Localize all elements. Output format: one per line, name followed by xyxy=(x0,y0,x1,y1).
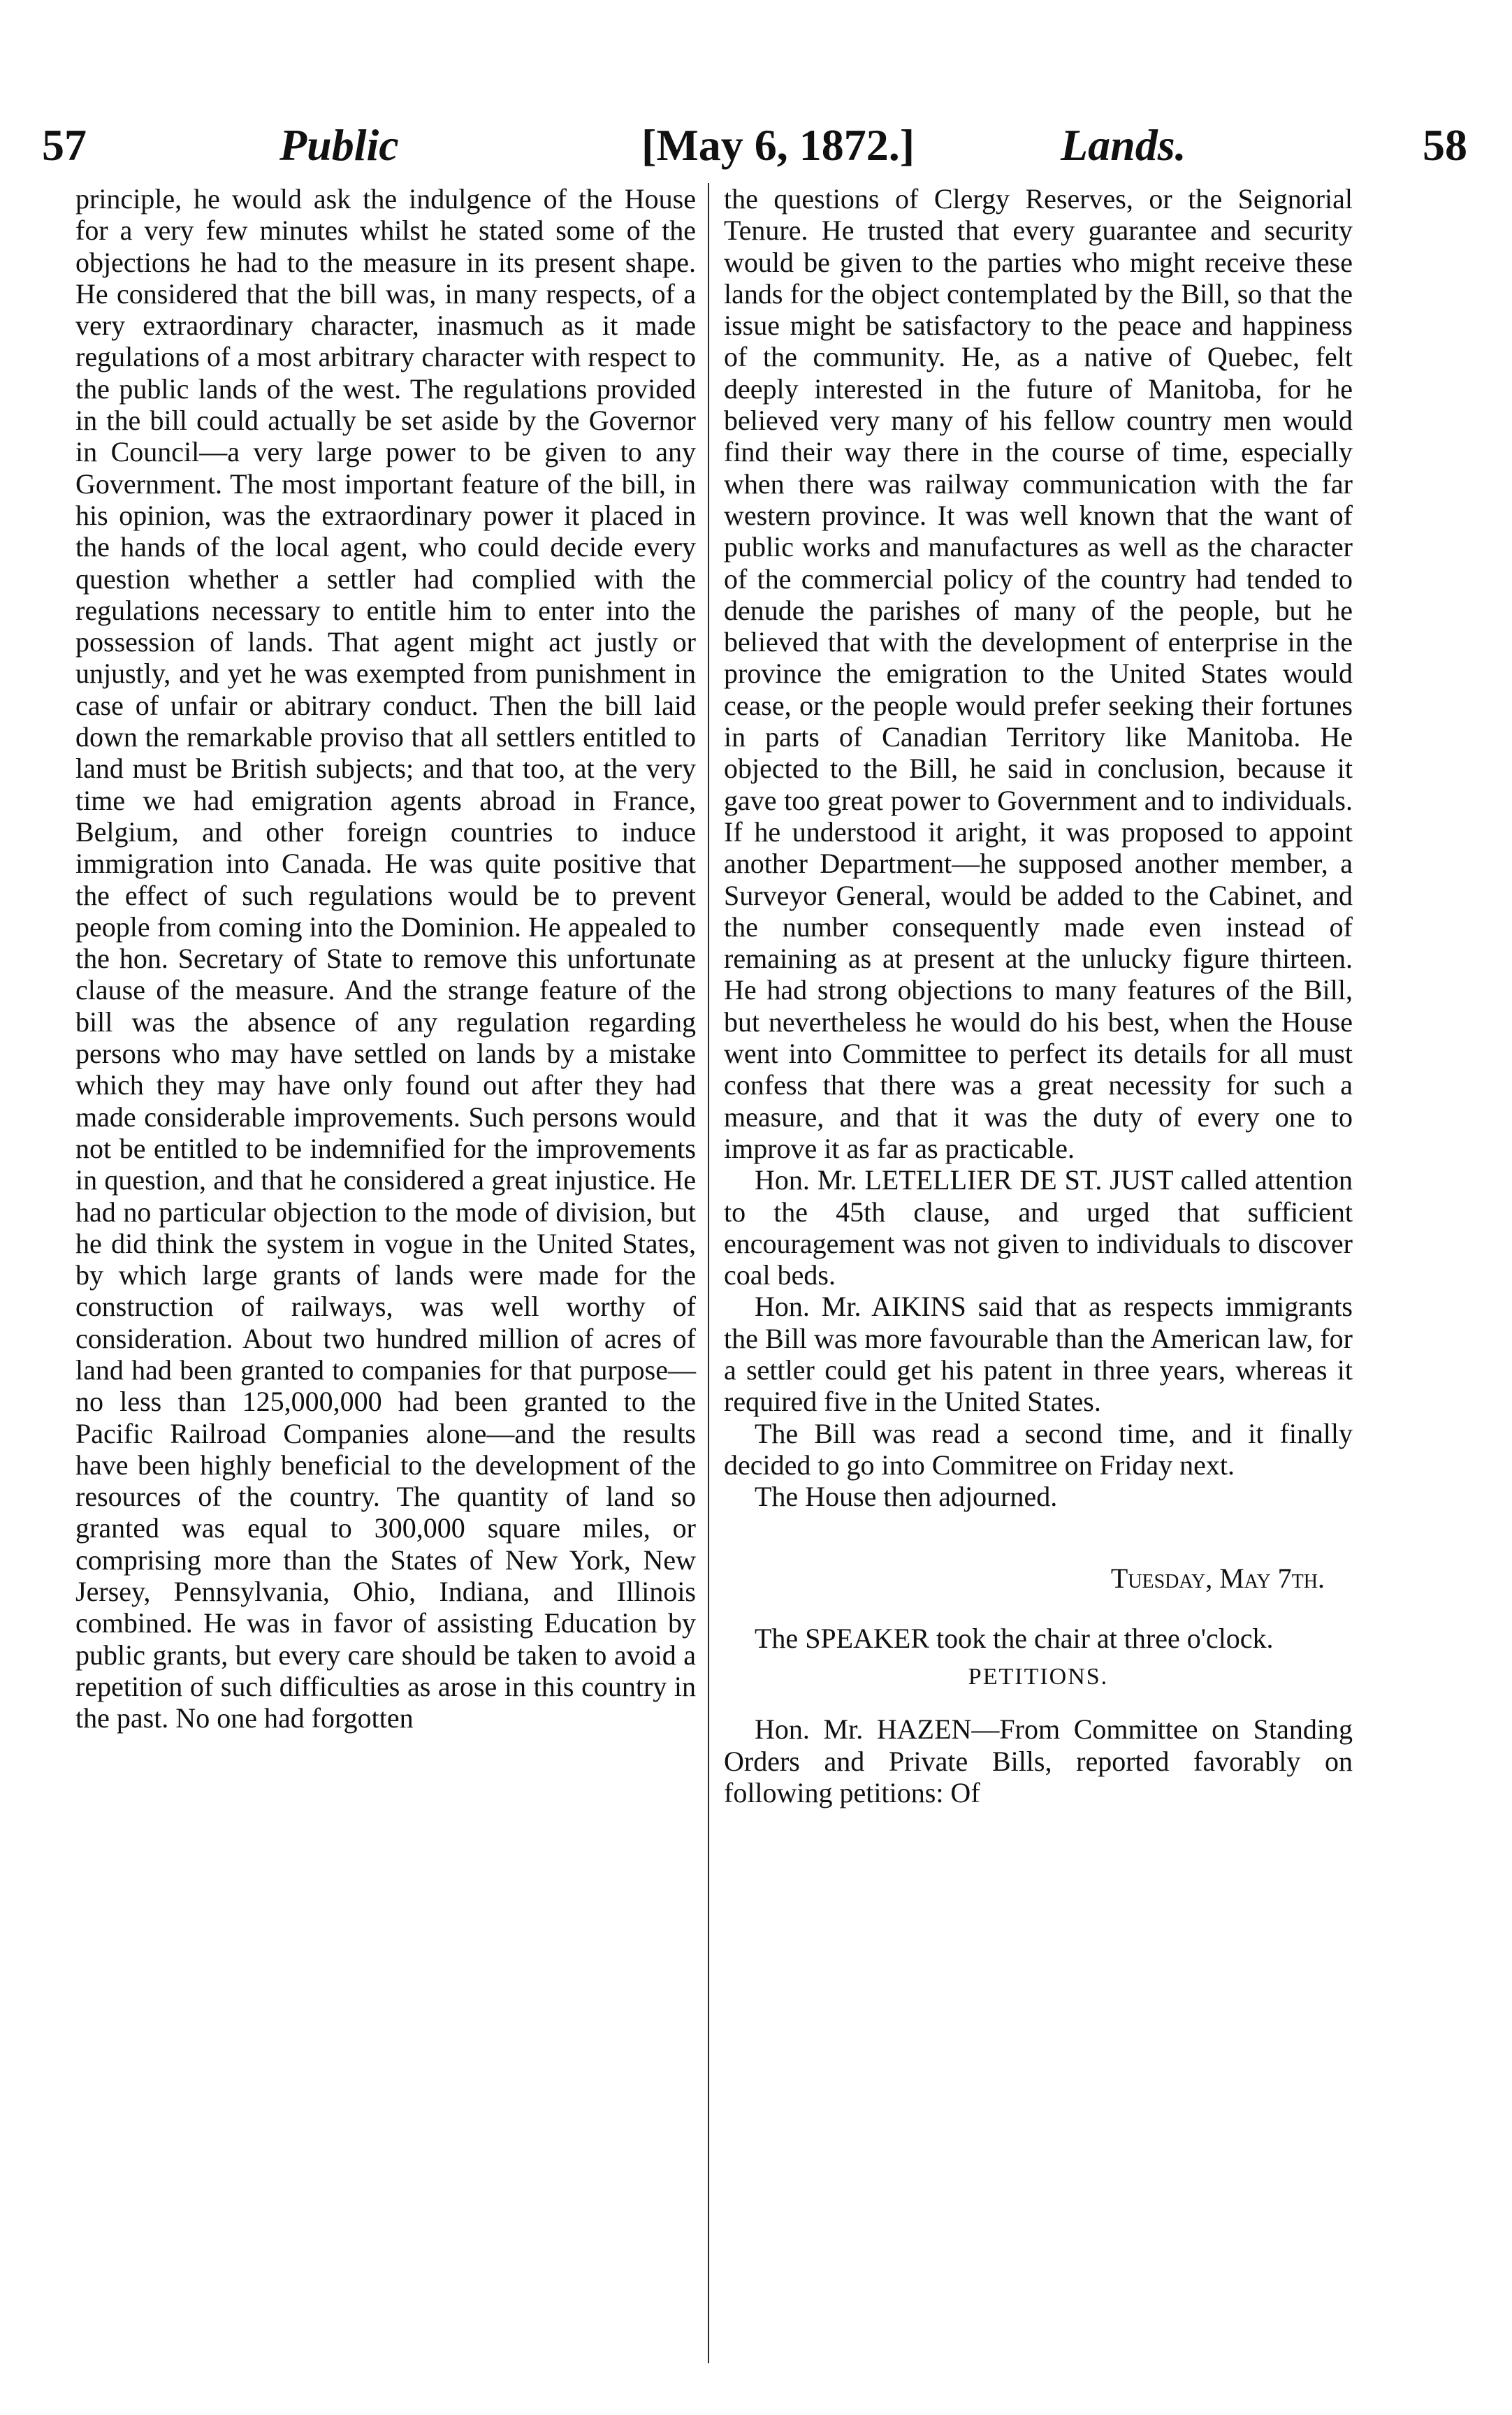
speaker-name: The SPEAKER xyxy=(755,1622,929,1654)
speech-text: said that as respects immigrants the Bill was more favourable than the American law, for a settler could get his patent in three years, whereas it required five in the United States. xyxy=(724,1291,1353,1418)
speaker-name: Hon. Mr. HAZEN xyxy=(755,1713,972,1746)
adjourned-paragraph: The House then adjourned. xyxy=(755,1481,1058,1513)
left-running-title: Public xyxy=(279,120,399,170)
speaker-name: Hon. Mr. AIKINS xyxy=(755,1291,966,1323)
speech-text: took the chair at three o'clock. xyxy=(936,1622,1274,1654)
aikins-paragraph xyxy=(724,1291,1353,1417)
petitions-heading: PETITIONS. xyxy=(968,1664,1109,1690)
right-column xyxy=(724,183,1353,1808)
letellier-paragraph xyxy=(724,1164,1353,1291)
speaker-chair-paragraph xyxy=(724,1623,1353,1654)
left-column-paragraph: principle, he would ask the indulgence of the House for a very few minutes whilst he stated some of the objections he had to the measure in its present shape. He considered that the bill was, in many respects, of a very extraordinary character, inasmuch as it made regulations of a most arbitrary character with respect to the public lands of the west. The regulations provided in the bill could actually be set aside by the Governor in Council—a very large power to be given to any Government. The most important feature of the bill, in his opinion, was the extraordinary power it placed in the hands of the local agent, who could decide every question whether a settler had complied with the regulations necessary to entitle him to enter into the possession of lands. That agent might act justly or unjustly, and yet he was exempted from punishment in case of unfair or abitrary conduct. Then the bill laid down the remarkable proviso that all settlers entitled to land must be British subjects; and that too, at the very time we had emigration agents abroad in France, Belgium, and other foreign countries to induce immigration into Canada. He was quite positive that the effect of such regulations would be to prevent people from coming into the Dominion. He appealed to the hon. Secretary of State to remove this unfortunate clause of the measure. And the strange feature of the bill was the absence of any regulation regarding persons who may have settled on lands by a mistake which they may have only found out after they had made considerable improvements. Such persons would not be entitled to be indemnified for the improvements in question, and that he considered a great injustice. He had no particular objection to the mode of division, but he did think the system in vogue in the United States, by which large grants of lands were made for the construction of railways, was well worthy of consideration. About two hundred million of acres of land had been granted to companies for that purpose—no less than 125,000,000 had been granted to the Pacific Railroad Companies alone—and the results have been highly beneficial to the development of the resources of the country. The quantity of land so granted was equal to 300,000 square miles, or comprising more than the States of New York, New Jersey, Pennsylvania, Ohio, Indiana, and Illinois combined. He was in favor of assisting Education by public grants, but every care should be taken to avoid a repetition of such difficulties as arose in this country in the past. No one had forgotten xyxy=(75,183,696,1734)
speech-text: —From Committee on Standing Orders and Private Bills, reported favorably on following petitions: Of xyxy=(724,1713,1353,1808)
speaker-name: Hon. Mr. LETELLIER DE ST. JUST xyxy=(755,1164,1173,1196)
speech-text: called attention to the 45th clause, and urged that sufficient encouragement was not given to individuals to discover coal beds. xyxy=(724,1164,1353,1291)
right-column-paragraph-continuation: the questions of Clergy Reserves, or the Seignorial Tenure. He trusted that every guarantee and security would be given to the parties who might receive these lands for the object contemplated by the Bill, so that the issue might be satisfactory to the peace and happiness of the community. He, as a native of Quebec, felt deeply interested in the future of Manitoba, for he believed very many of his fellow country men would find their way there in the course of time, especially when there was railway communication with the far western province. It was well known that the want of public works and manufactures as well as the character of the commercial policy of the country had tended to denude the parishes of many of the people, but he believed that with the development of enterprise in the province the emigration to the United States would cease, or the people would prefer seeking their fortunes in parts of Canadian Territory like Manitoba. He objected to the Bill, he said in conclusion, because it gave too great power to Government and to individuals. If he understood it aright, it was proposed to appoint another Department—he supposed another member, a Surveyor General, would be added to the Cabinet, and the number consequently made even instead of remaining as at present at the unlucky figure thirteen. He had strong objections to many features of the Bill, but nevertheless he would do his best, when the House went into Committee to perfect its details for all must confess that there was a great necessity for such a measure, and that it was the duty of every one to improve it as far as practicable. xyxy=(724,183,1353,1164)
right-running-title: Lands. xyxy=(1061,120,1186,170)
hazen-paragraph xyxy=(724,1713,1353,1808)
running-header xyxy=(42,117,1467,173)
left-page-number: 57 xyxy=(42,120,87,170)
second-reading-paragraph: The Bill was read a second time, and it finally decided to go into Commitree on Friday next. xyxy=(724,1417,1353,1481)
left-column xyxy=(75,183,696,1734)
right-page-number: 58 xyxy=(1423,120,1467,170)
sitting-date-heading: Tuesday, May 7th. xyxy=(1110,1562,1325,1595)
column-divider xyxy=(708,183,709,2363)
header-date: [May 6, 1872.] xyxy=(641,120,915,170)
